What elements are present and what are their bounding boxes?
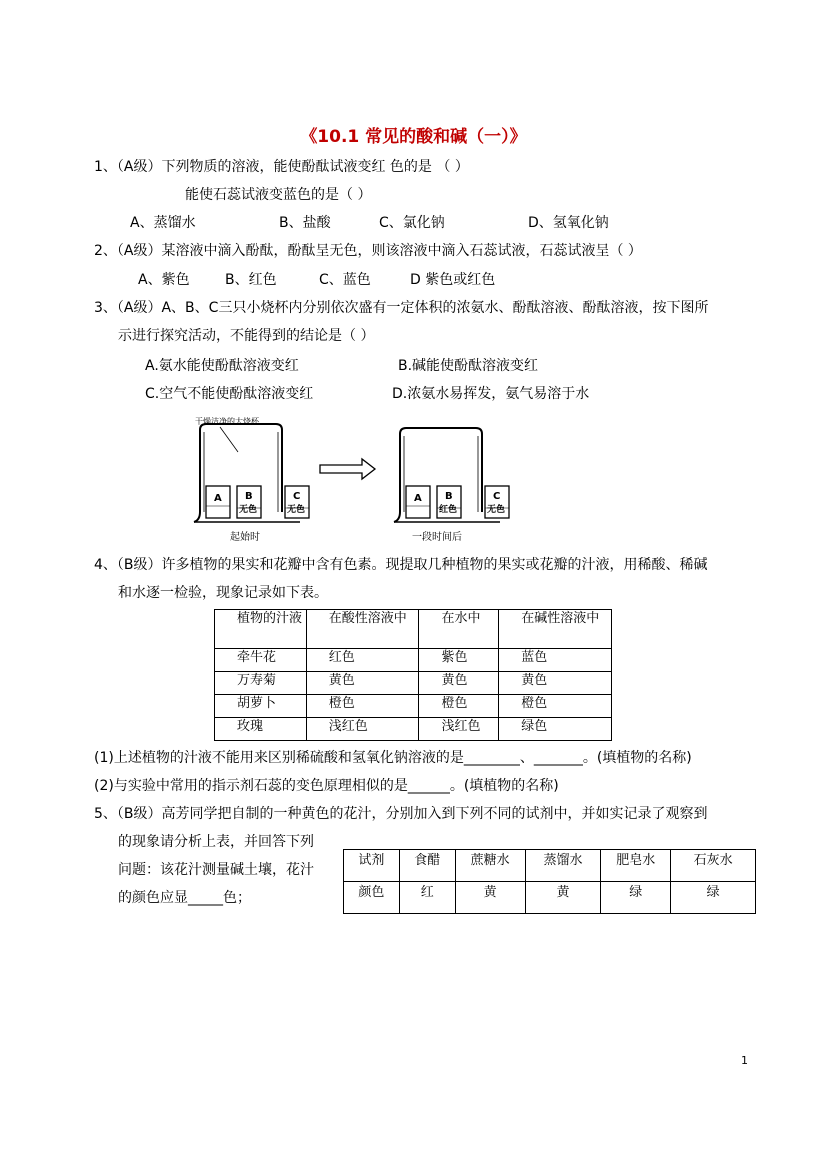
- table-row: [215, 649, 612, 672]
- table-row: [215, 718, 612, 741]
- table-cell: 牵牛花: [215, 649, 307, 672]
- flower-juice-table: [343, 849, 756, 914]
- table-cell: 黄: [525, 882, 601, 914]
- table-header-cell: 在碱性溶液中: [499, 610, 612, 649]
- table-cell: 浅红色: [419, 718, 499, 741]
- table-header-cell: 在酸性溶液中: [306, 610, 419, 649]
- q4-stem: 4、（B级）许多植物的果实和花瓣中含有色素。现提取几种植物的果实或花瓣的汁液，用稀酸、稀碱: [94, 557, 708, 573]
- table-cell: 食醋: [399, 850, 455, 882]
- q4-subquestion-2: (2)与实验中常用的指示剂石蕊的变色原理相似的是______。(填植物的名称): [94, 778, 559, 794]
- q2-option-a: A、紫色: [138, 272, 190, 288]
- beaker-b-label: B: [245, 491, 253, 502]
- q5-stem: 5、（B级）高芳同学把自制的一种黄色的花汁，分别加入到下列不同的试剂中，并如实记录了观察到: [94, 806, 708, 822]
- q5-stem-3: 问题：该花汁测量碱土壤，花汁: [118, 862, 314, 878]
- table-cell: 浅红色: [306, 718, 419, 741]
- beaker-c-label: C: [293, 491, 301, 502]
- table-cell: 红色: [306, 649, 419, 672]
- table-header-row: [215, 610, 612, 649]
- end-b-color: 红色: [439, 505, 458, 515]
- table-cell: 蔗糖水: [455, 850, 525, 882]
- q1-stem: 1、（A级）下列物质的溶液，能使酚酞试液变红 色的是 （ ）: [94, 159, 469, 175]
- table-cell: 黄色: [499, 672, 612, 695]
- caption-end: 一段时间后: [412, 532, 462, 543]
- big-beaker-label: 干燥洁净的大烧杯: [195, 417, 259, 426]
- end-c-color: 无色: [487, 505, 506, 515]
- experiment-figure: [190, 412, 530, 552]
- q1-option-c: C、氯化钠: [379, 215, 445, 231]
- q3-option-b: B.碱能使酚酞溶液变红: [398, 358, 539, 374]
- q4-stem-2: 和水逐一检验，现象记录如下表。: [118, 585, 328, 601]
- table-cell: 红: [399, 882, 455, 914]
- table-cell: 肥皂水: [601, 850, 671, 882]
- table-header-cell: 植物的汁液: [215, 610, 307, 649]
- start-c-color: 无色: [287, 505, 306, 515]
- q1-option-b: B、盐酸: [279, 215, 331, 231]
- table-cell: 蓝色: [499, 649, 612, 672]
- q3-option-c: C.空气不能使酚酞溶液变红: [145, 386, 314, 402]
- table-cell: 黄色: [306, 672, 419, 695]
- table-cell: 橙色: [306, 695, 419, 718]
- table-cell: 胡萝卜: [215, 695, 307, 718]
- table-cell: 绿: [601, 882, 671, 914]
- table-cell: 橙色: [419, 695, 499, 718]
- q4-subquestion-1: (1)上述植物的汁液不能用来区别稀硫酸和氢氧化钠溶液的是________、_______。(填植物的名称): [94, 750, 692, 766]
- table-cell: 黄色: [419, 672, 499, 695]
- table-row: [215, 672, 612, 695]
- plant-color-table: [214, 609, 612, 741]
- table-header-cell: 在水中: [419, 610, 499, 649]
- end-beaker-b-label: B: [445, 491, 453, 502]
- q5-stem-2: 的现象请分析上表，并回答下列: [118, 834, 314, 850]
- table-cell: 试剂: [344, 850, 400, 882]
- table-row: [215, 695, 612, 718]
- table-cell: 蒸馏水: [525, 850, 601, 882]
- q3-option-d: D.浓氨水易挥发，氨气易溶于水: [392, 386, 590, 402]
- start-b-color: 无色: [239, 505, 258, 515]
- q3-stem: 3、（A级）A、B、C三只小烧杯内分别依次盛有一定体积的浓氨水、酚酞溶液、酚酞溶液，按下图所: [94, 300, 709, 316]
- table-cell: 石灰水: [671, 850, 756, 882]
- page-number: 1: [741, 1054, 748, 1067]
- page-title: 《10.1 常见的酸和碱（一）》: [300, 127, 527, 147]
- table-row: [344, 850, 756, 882]
- q3-option-a: A.氨水能使酚酞溶液变红: [145, 358, 299, 374]
- table-cell: 黄: [455, 882, 525, 914]
- q2-option-d: D 紫色或红色: [410, 272, 496, 288]
- q1-stem-2: 能使石蕊试液变蓝色的是（ ）: [185, 187, 372, 203]
- q1-option-d: D、氢氧化钠: [528, 215, 609, 231]
- end-beaker-c-label: C: [493, 491, 501, 502]
- q1-option-a: A、蒸馏水: [130, 215, 196, 231]
- table-cell: 绿: [671, 882, 756, 914]
- beaker-a-label: A: [214, 493, 222, 504]
- end-beaker-a-label: A: [414, 493, 422, 504]
- table-cell: 万寿菊: [215, 672, 307, 695]
- caption-start: 起始时: [230, 532, 260, 543]
- table-cell: 颜色: [344, 882, 400, 914]
- table-cell: 橙色: [499, 695, 612, 718]
- table-cell: 玫瑰: [215, 718, 307, 741]
- arrow-icon: [320, 459, 375, 479]
- table-cell: 紫色: [419, 649, 499, 672]
- q2-stem: 2、（A级）某溶液中滴入酚酞，酚酞呈无色，则该溶液中滴入石蕊试液，石蕊试液呈（ ）: [94, 243, 642, 259]
- table-row: [344, 882, 756, 914]
- table-cell: 绿色: [499, 718, 612, 741]
- q2-option-c: C、蓝色: [319, 272, 371, 288]
- q3-stem-2: 示进行探究活动，不能得到的结论是（ ）: [118, 328, 375, 344]
- q2-option-b: B、红色: [225, 272, 277, 288]
- q5-stem-4: 的颜色应显_____色；: [118, 890, 251, 906]
